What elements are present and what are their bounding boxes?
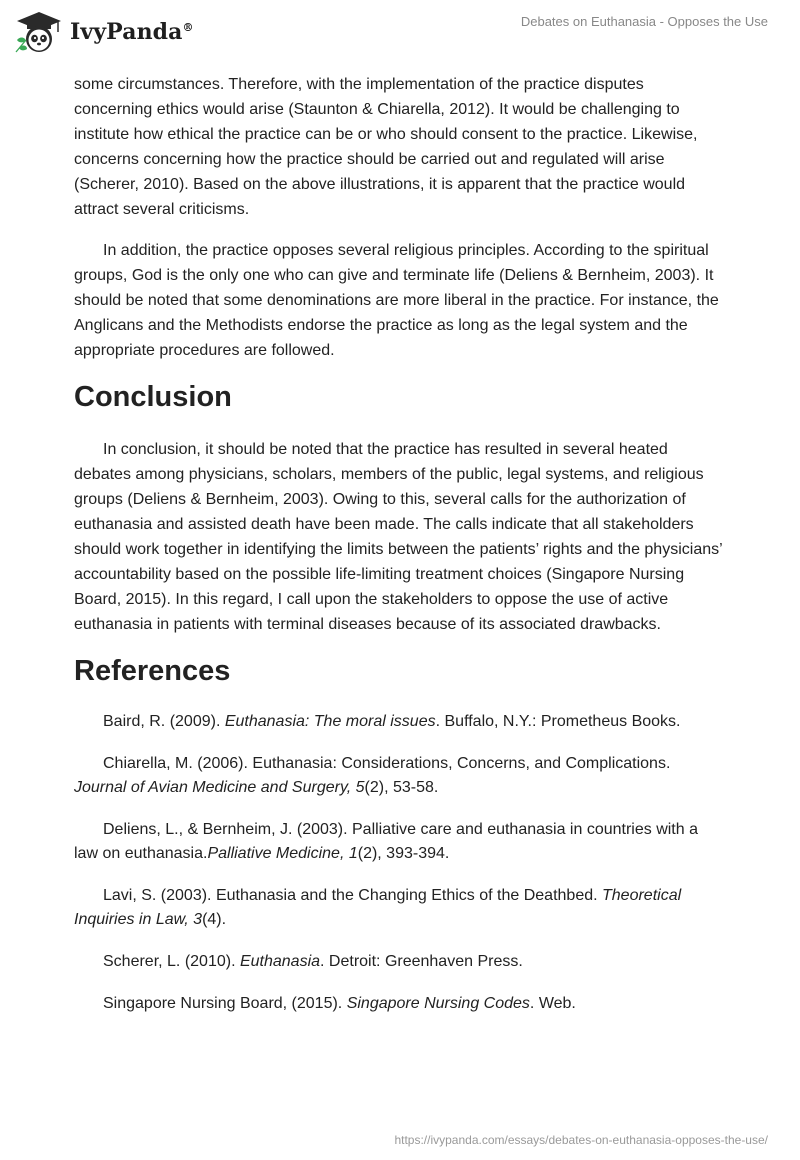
body-paragraph: In addition, the practice opposes several religious principles. According to the spiritual groups, God is the only one who can give and terminate life (Deliens & Bernheim, 2003). It should be noted that some denominations are more liberal in the practice. For instance, the Anglicans and the Methodists endorse the practice as long as the legal system and the appropriate procedures are followed. <box>74 242 719 359</box>
panda-graduate-icon <box>14 10 64 54</box>
page-header <box>0 0 800 62</box>
brand-name: IvyPanda® <box>70 19 194 45</box>
reference-item: Chiarella, M. (2006). Euthanasia: Considerations, Concerns, and Complications. Journal of Avian Medicine and Surgery, 5(2), 53-58. <box>74 755 671 796</box>
reference-item: Lavi, S. (2003). Euthanasia and the Changing Ethics of the Deathbed. Theoretical Inquiries in Law, 3(4). <box>74 887 682 928</box>
essay-content <box>74 72 726 1034</box>
reference-item: Baird, R. (2009). Euthanasia: The moral issues. Buffalo, N.Y.: Prometheus Books. <box>103 713 681 730</box>
reference-item: Singapore Nursing Board, (2015). Singapore Nursing Codes. Web. <box>103 995 576 1012</box>
document-title: Debates on Euthanasia - Opposes the Use <box>520 14 768 29</box>
reference-item: Deliens, L., & Bernheim, J. (2003). Palliative care and euthanasia in countries with a law on euthanasia.Palliative Medicine, 1(2), 393-394. <box>74 821 698 862</box>
ivypanda-logo[interactable] <box>14 10 194 54</box>
body-paragraph: some circumstances. Therefore, with the implementation of the practice disputes concerning ethics would arise (Staunton & Chiarella, 2012). It would be challenging to institute how ethical the practice can be or who should consent to the practice. Likewise, concerns concerning how the practice should be carried out and regulated will arise (Scherer, 2010). Based on the above illustrations, it is apparent that the practice would attract several criticisms. <box>74 76 698 218</box>
references-heading: References <box>74 655 231 687</box>
source-url[interactable]: https://ivypanda.com/essays/debates-on-euthanasia-opposes-the-use/ <box>394 1133 768 1147</box>
reference-item: Scherer, L. (2010). Euthanasia. Detroit: Greenhaven Press. <box>103 953 523 970</box>
conclusion-paragraph: In conclusion, it should be noted that the practice has resulted in several heated debates among physicians, scholars, members of the public, legal systems, and religious groups (Deliens & Bernheim, 2003). Owing to this, several calls for the authorization of euthanasia and assisted death have been made. The calls indicate that all stakeholders should work together in identifying the limits between the patients’ rights and the physicians’ accountability based on the possible life-limiting treatment choices (Singapore Nursing Board, 2015). In this regard, I call upon the stakeholders to oppose the use of active euthanasia in patients with terminal diseases because of its associated drawbacks. <box>74 441 723 633</box>
conclusion-heading: Conclusion <box>74 381 232 413</box>
